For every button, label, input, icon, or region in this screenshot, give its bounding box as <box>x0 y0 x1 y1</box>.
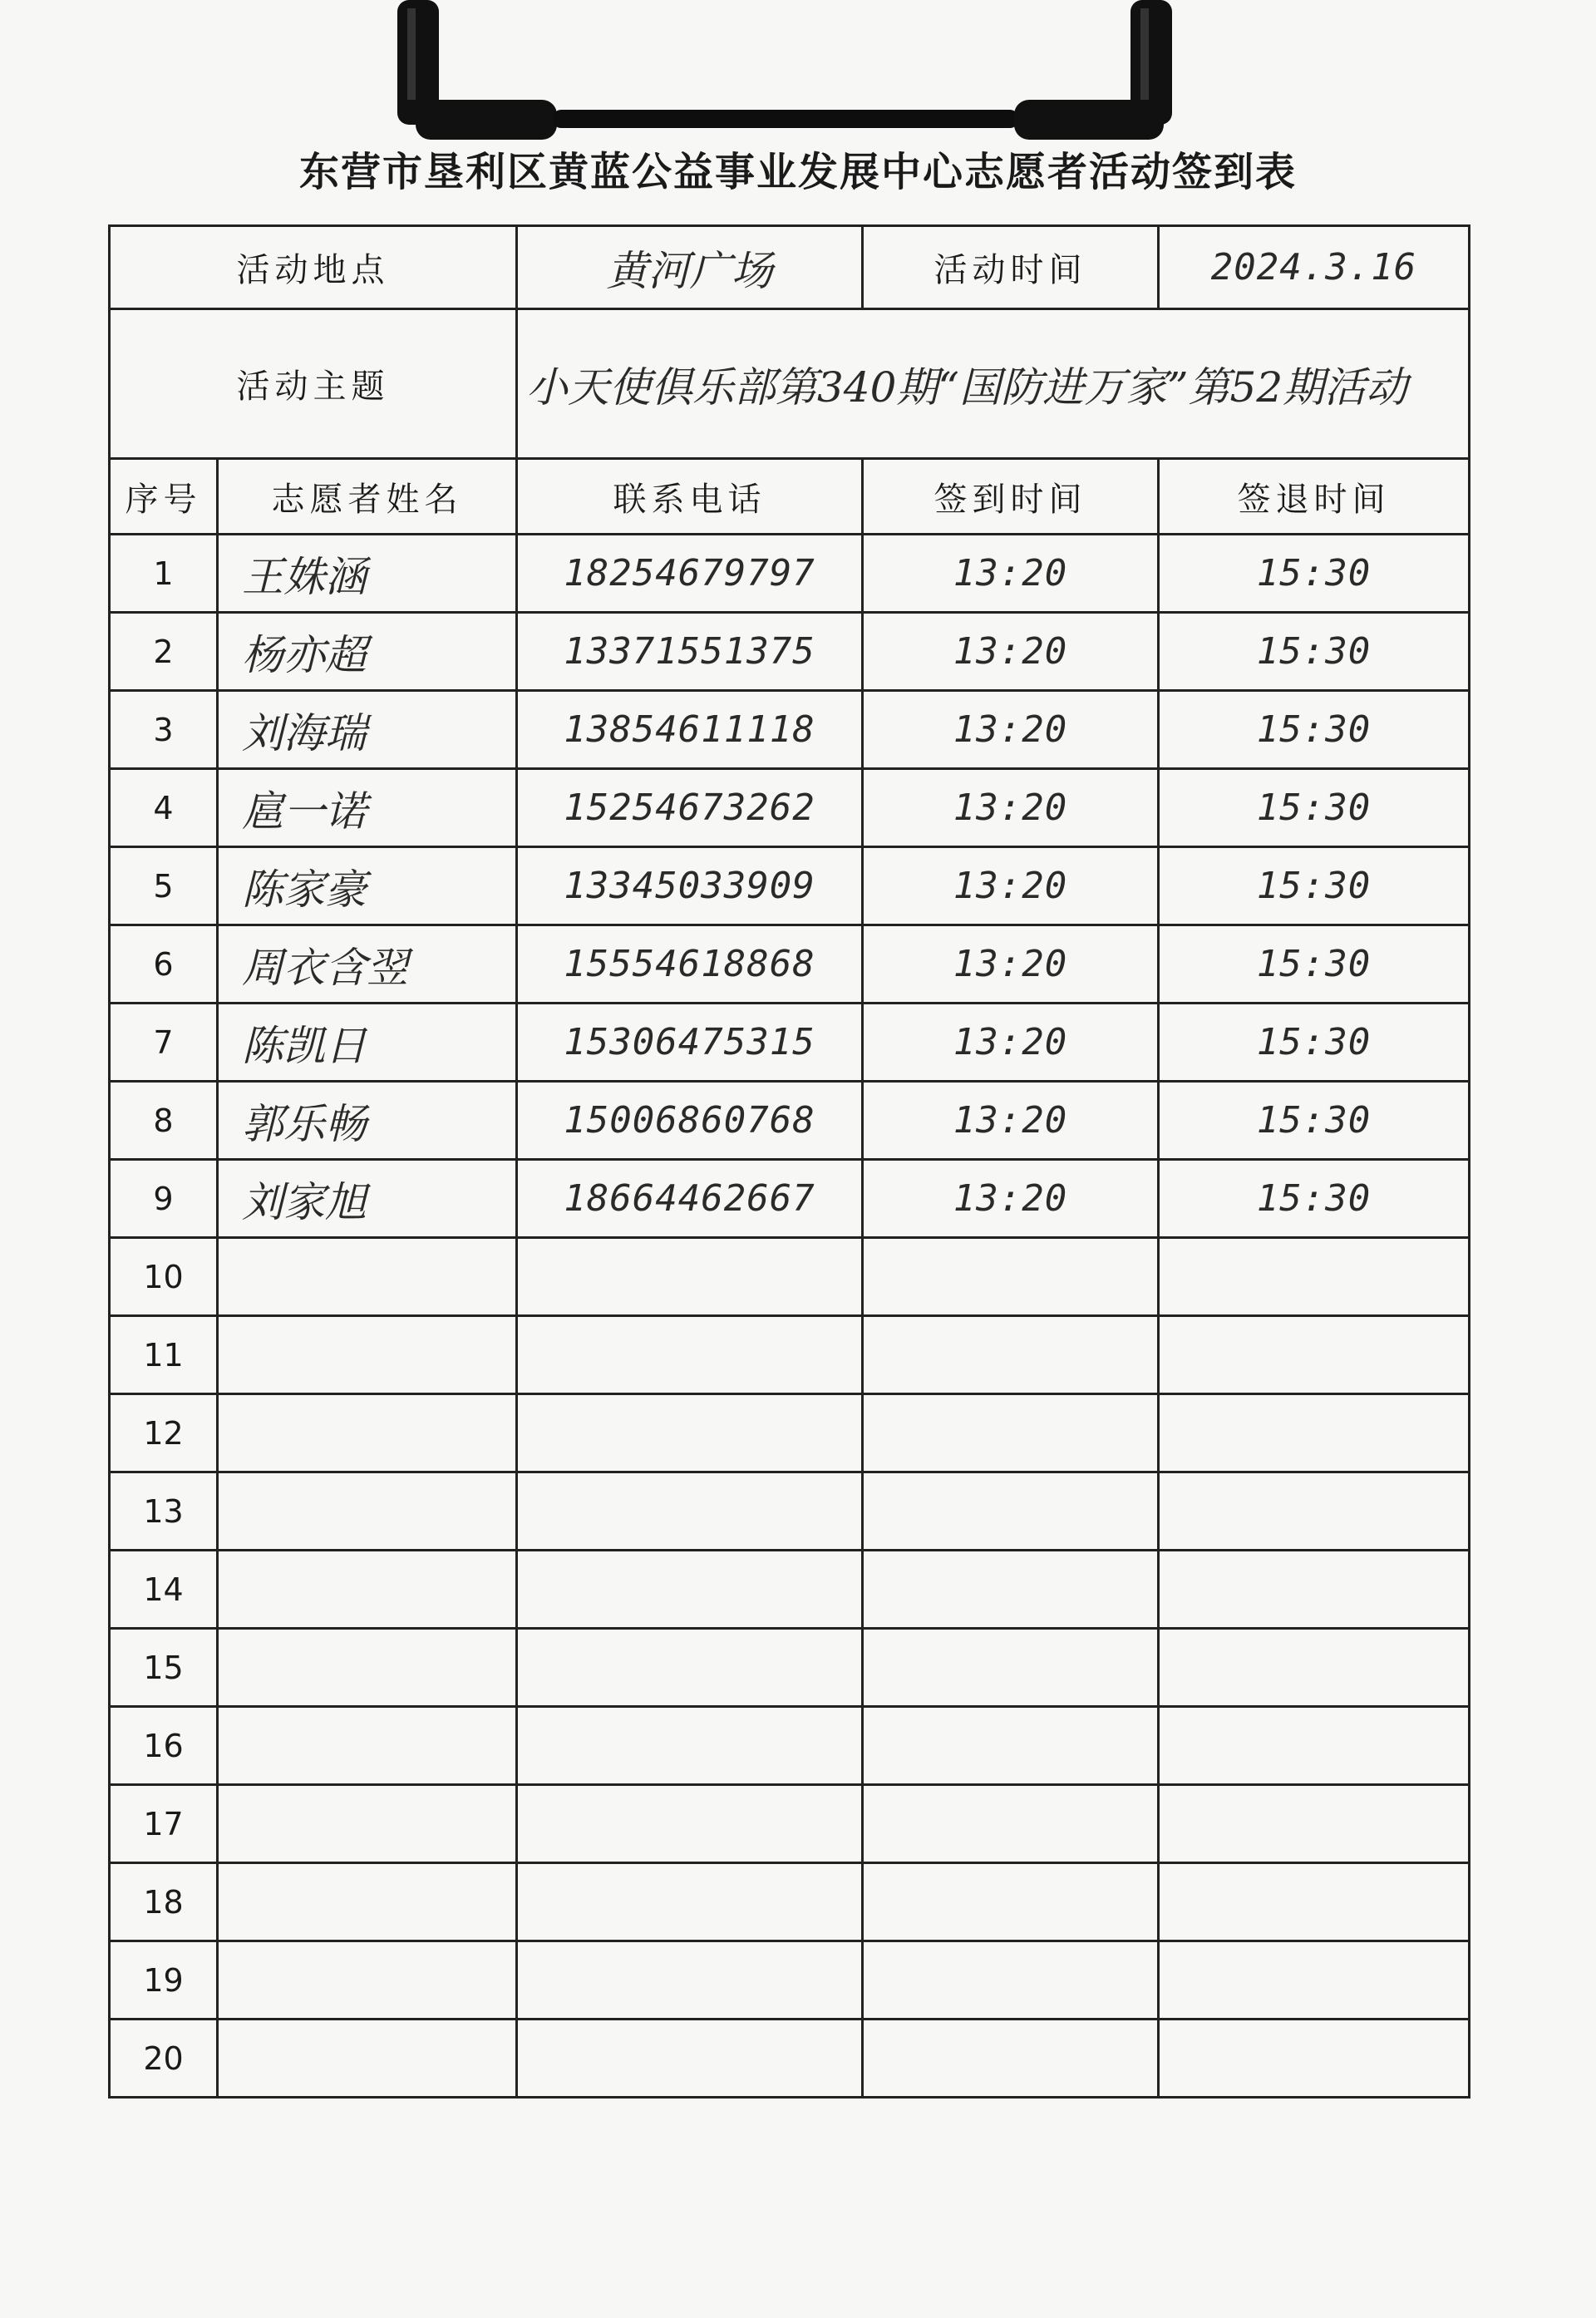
volunteer-name <box>218 1394 517 1472</box>
time-value: 2024.3.16 <box>1159 226 1470 309</box>
location-label: 活动地点 <box>110 226 517 309</box>
row-number: 19 <box>110 1941 218 2020</box>
theme-label: 活动主题 <box>110 309 517 459</box>
checkout-time: 15:30 <box>1159 1160 1470 1238</box>
row-number: 1 <box>110 535 218 613</box>
table-row <box>110 1004 1470 1082</box>
volunteer-name <box>218 1785 517 1863</box>
volunteer-name <box>218 1472 517 1551</box>
row-number: 10 <box>110 1238 218 1316</box>
row-number: 14 <box>110 1551 218 1629</box>
phone-number: 15254673262 <box>517 769 863 847</box>
row-number: 11 <box>110 1316 218 1394</box>
row-number: 2 <box>110 613 218 691</box>
table-row <box>110 1629 1470 1707</box>
theme-row <box>110 309 1470 459</box>
volunteer-name: 杨亦超 <box>218 613 517 691</box>
table-row <box>110 1472 1470 1551</box>
table-row <box>110 769 1470 847</box>
table-row <box>110 1082 1470 1160</box>
checkin-time <box>863 1785 1159 1863</box>
checkin-time <box>863 1394 1159 1472</box>
phone-number: 15006860768 <box>517 1082 863 1160</box>
volunteer-name <box>218 2020 517 2098</box>
volunteer-name <box>218 1551 517 1629</box>
table-row <box>110 2020 1470 2098</box>
checkin-time <box>863 2020 1159 2098</box>
volunteer-name <box>218 1629 517 1707</box>
clipboard-clip-icon <box>382 0 1214 150</box>
volunteer-name: 陈凯日 <box>218 1004 517 1082</box>
phone-number <box>517 1863 863 1941</box>
checkout-time <box>1159 1863 1470 1941</box>
phone-number: 13854611118 <box>517 691 863 769</box>
row-number: 6 <box>110 925 218 1004</box>
checkout-time: 15:30 <box>1159 1004 1470 1082</box>
header-phone: 联系电话 <box>517 459 863 535</box>
header-checkin: 签到时间 <box>863 459 1159 535</box>
phone-number <box>517 1238 863 1316</box>
table-row <box>110 1316 1470 1394</box>
phone-number <box>517 1394 863 1472</box>
phone-number <box>517 1707 863 1785</box>
phone-number: 18254679797 <box>517 535 863 613</box>
checkout-time <box>1159 2020 1470 2098</box>
header-checkout: 签退时间 <box>1159 459 1470 535</box>
phone-number: 15306475315 <box>517 1004 863 1082</box>
checkin-time <box>863 1238 1159 1316</box>
checkin-time <box>863 1472 1159 1551</box>
phone-number <box>517 1629 863 1707</box>
checkout-time <box>1159 1316 1470 1394</box>
theme-value: 小天使俱乐部第340期“国防进万家”第52期活动 <box>517 309 1470 459</box>
table-row <box>110 613 1470 691</box>
table-row <box>110 1785 1470 1863</box>
row-number: 8 <box>110 1082 218 1160</box>
checkout-time: 15:30 <box>1159 535 1470 613</box>
phone-number <box>517 1472 863 1551</box>
location-row <box>110 226 1470 309</box>
phone-number <box>517 1785 863 1863</box>
row-number: 9 <box>110 1160 218 1238</box>
checkout-time: 15:30 <box>1159 925 1470 1004</box>
volunteer-name: 刘家旭 <box>218 1160 517 1238</box>
volunteer-name <box>218 1707 517 1785</box>
table-header <box>110 459 1470 535</box>
checkin-time: 13:20 <box>863 1004 1159 1082</box>
phone-number: 13371551375 <box>517 613 863 691</box>
checkin-time: 13:20 <box>863 769 1159 847</box>
checkout-time: 15:30 <box>1159 613 1470 691</box>
volunteer-name <box>218 1941 517 2020</box>
row-number: 17 <box>110 1785 218 1863</box>
checkin-time: 13:20 <box>863 535 1159 613</box>
checkout-time: 15:30 <box>1159 769 1470 847</box>
checkin-time: 13:20 <box>863 925 1159 1004</box>
checkout-time <box>1159 1941 1470 2020</box>
row-number: 5 <box>110 847 218 925</box>
phone-number <box>517 2020 863 2098</box>
checkin-time: 13:20 <box>863 691 1159 769</box>
checkout-time: 15:30 <box>1159 847 1470 925</box>
checkout-time <box>1159 1707 1470 1785</box>
checkout-time <box>1159 1238 1470 1316</box>
row-number: 15 <box>110 1629 218 1707</box>
volunteer-name: 刘海瑞 <box>218 691 517 769</box>
volunteer-name <box>218 1238 517 1316</box>
row-number: 3 <box>110 691 218 769</box>
row-number: 4 <box>110 769 218 847</box>
table-row <box>110 1863 1470 1941</box>
checkin-time <box>863 1316 1159 1394</box>
checkout-time <box>1159 1551 1470 1629</box>
table-row <box>110 1160 1470 1238</box>
checkin-time <box>863 1629 1159 1707</box>
time-label: 活动时间 <box>863 226 1159 309</box>
header-no: 序号 <box>110 459 218 535</box>
checkin-time <box>863 1707 1159 1785</box>
volunteer-name <box>218 1863 517 1941</box>
row-number: 16 <box>110 1707 218 1785</box>
table-row <box>110 925 1470 1004</box>
row-number: 13 <box>110 1472 218 1551</box>
volunteer-name <box>218 1316 517 1394</box>
table-row <box>110 1238 1470 1316</box>
table-row <box>110 535 1470 613</box>
checkin-time: 13:20 <box>863 613 1159 691</box>
volunteer-name: 扈一诺 <box>218 769 517 847</box>
volunteer-name: 周衣含翌 <box>218 925 517 1004</box>
checkin-time: 13:20 <box>863 847 1159 925</box>
checkin-time <box>863 1941 1159 2020</box>
volunteer-name: 郭乐畅 <box>218 1082 517 1160</box>
phone-number <box>517 1941 863 2020</box>
row-number: 12 <box>110 1394 218 1472</box>
signin-table <box>108 224 1470 2099</box>
checkin-time: 13:20 <box>863 1082 1159 1160</box>
header-name: 志愿者姓名 <box>218 459 517 535</box>
phone-number: 18664462667 <box>517 1160 863 1238</box>
checkout-time: 15:30 <box>1159 1082 1470 1160</box>
volunteer-name: 王姝涵 <box>218 535 517 613</box>
phone-number: 13345033909 <box>517 847 863 925</box>
volunteer-name: 陈家豪 <box>218 847 517 925</box>
location-value: 黄河广场 <box>517 226 863 309</box>
phone-number: 15554618868 <box>517 925 863 1004</box>
table-row <box>110 1551 1470 1629</box>
table-row <box>110 1707 1470 1785</box>
table-row <box>110 691 1470 769</box>
table-row <box>110 1941 1470 2020</box>
checkout-time <box>1159 1785 1470 1863</box>
checkout-time: 15:30 <box>1159 691 1470 769</box>
checkout-time <box>1159 1472 1470 1551</box>
phone-number <box>517 1551 863 1629</box>
checkin-time <box>863 1551 1159 1629</box>
table-row <box>110 847 1470 925</box>
row-number: 20 <box>110 2020 218 2098</box>
checkout-time <box>1159 1394 1470 1472</box>
row-number: 7 <box>110 1004 218 1082</box>
checkin-time <box>863 1863 1159 1941</box>
table-row <box>110 1394 1470 1472</box>
page-title: 东营市垦利区黄蓝公益事业发展中心志愿者活动签到表 <box>298 149 1297 195</box>
checkin-time: 13:20 <box>863 1160 1159 1238</box>
row-number: 18 <box>110 1863 218 1941</box>
phone-number <box>517 1316 863 1394</box>
checkout-time <box>1159 1629 1470 1707</box>
